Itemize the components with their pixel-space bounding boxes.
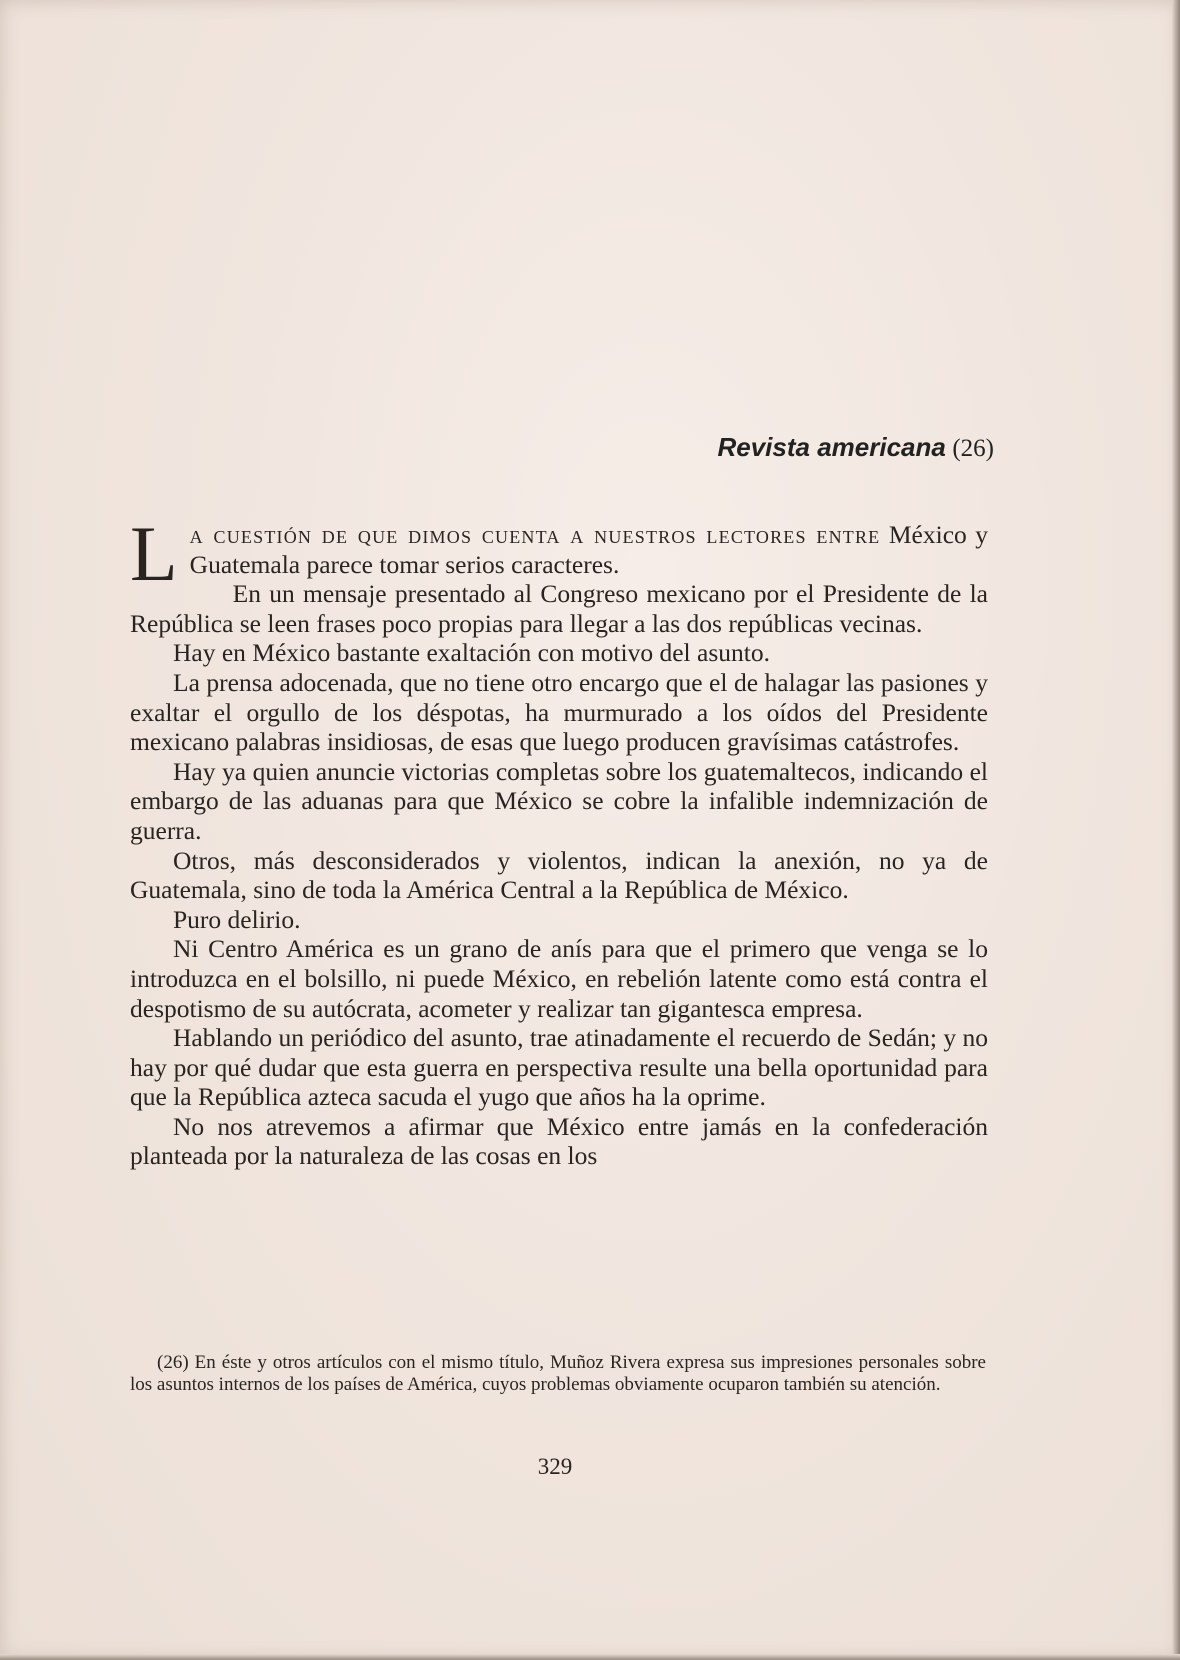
- article-body: [130, 510, 988, 1171]
- footnote-reference: (26): [952, 435, 994, 462]
- article-paragraph: Ni Centro América es un grano de anís para que el primero que venga se lo introduzca en el bolsillo, ni puede México, en rebelión latente como está contra el despotismo de su autócrata, acometer y realizar tan gigantesca empresa.: [130, 934, 988, 1023]
- article-paragraph: Otros, más desconsiderados y violentos, indican la anexión, no ya de Guatemala, sino de toda la América Central a la República de México.: [130, 845, 988, 905]
- article-paragraph: Puro delirio.: [173, 904, 301, 934]
- article-paragraph: No nos atrevemos a afirmar que México entre jamás en la confederación planteada por la naturaleza de las cosas en los: [130, 1111, 988, 1171]
- page-edge-bottom: [0, 1654, 1180, 1660]
- article-paragraph: La prensa adocenada, que no tiene otro encargo que el de halagar las pasiones y exaltar el orgullo de los déspotas, ha murmurado a los oídos del Presidente mexicano palabras insidiosas, de esas que luego producen gravísimas catástrofes.: [130, 667, 988, 757]
- article-title: [717, 432, 994, 463]
- article-paragraph: Hay en México bastante exaltación con motivo del asunto.: [173, 638, 770, 668]
- footnote: [130, 1352, 986, 1396]
- article-title-text: Revista americana: [717, 432, 946, 462]
- page-edge-right: [1172, 0, 1180, 1660]
- article-paragraph: En un mensaje presentado al Congreso mexicano por el Presidente de la República se leen frases poco propias para llegar a las dos repúblicas vecinas.: [130, 579, 988, 638]
- article-paragraph: [130, 510, 988, 597]
- page-number: 329: [537, 1454, 573, 1479]
- footnote-text: (26) En éste y otros artículos con el mismo título, Muñoz Rivera expresa sus impresiones personales sobre los asuntos internos de los países de América, cuyos problemas obviamente ocuparon también su atención.: [130, 1352, 986, 1395]
- article-paragraph: Hablando un periódico del asunto, trae atinadamente el recuerdo de Sedán; y no hay por qué dudar que esta guerra en perspectiva resulte una bella oportunidad para que la República azteca sacuda el yugo que años ha la oprime.: [130, 1023, 988, 1112]
- article-paragraph: Hay ya quien anuncie victorias completas sobre los guatemaltecos, indicando el embargo de las aduanas para que México se cobre la infalible indemnización de guerra.: [130, 756, 988, 845]
- small-caps-lead: a cuestión de que dimos cuenta a nuestros lectores entre: [189, 520, 881, 549]
- drop-cap: L: [130, 510, 178, 597]
- first-paragraph-rest: México y Guatemala parece tomar serios caracteres.: [189, 520, 988, 579]
